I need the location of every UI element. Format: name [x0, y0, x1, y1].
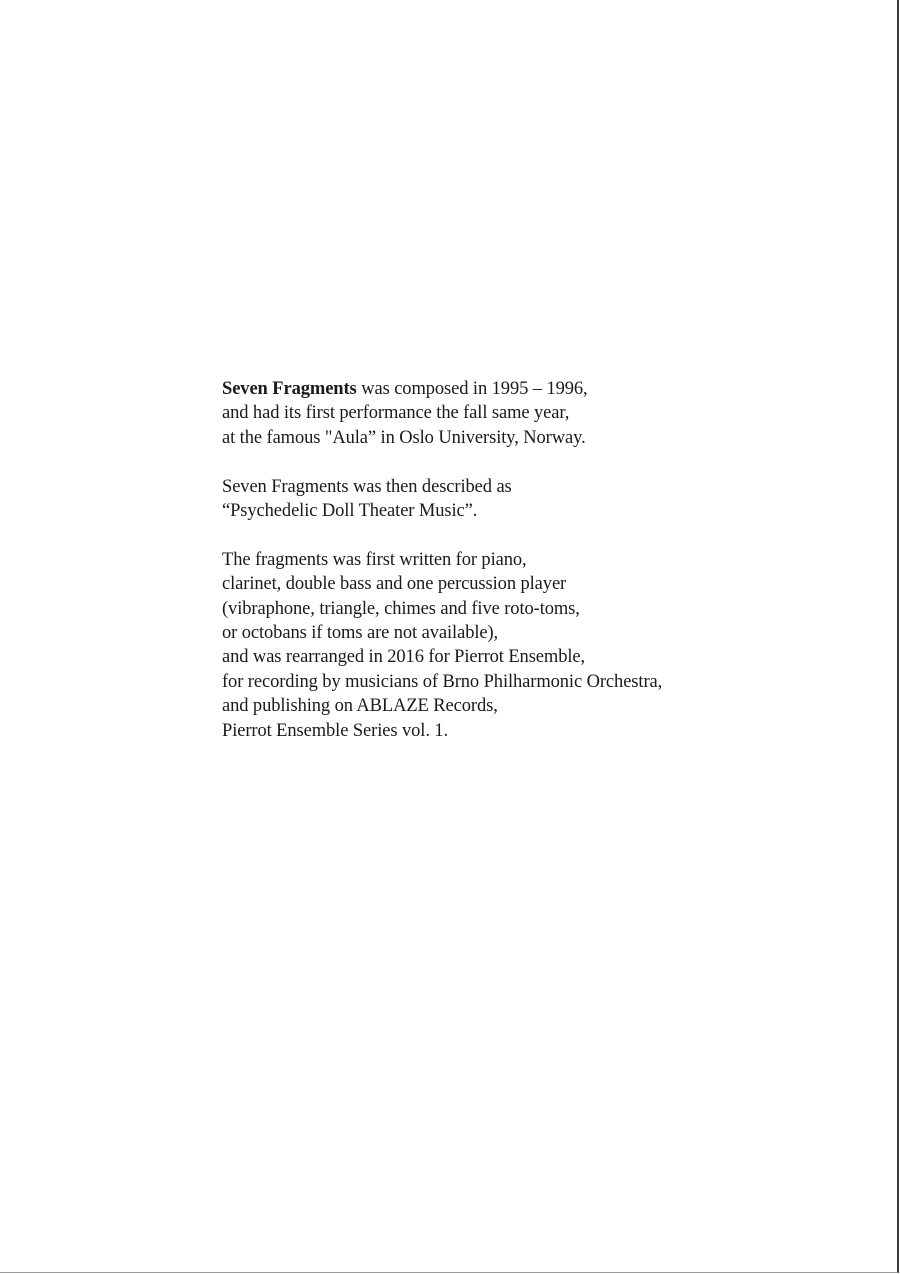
- paragraph-composition-history: [222, 377, 782, 450]
- paragraph-line: and publishing on ABLAZE Records,: [222, 696, 498, 717]
- paragraph-line: and was rearranged in 2016 for Pierrot Ensemble,: [222, 647, 586, 668]
- paragraph-line: at the famous "Aula” in Oslo University, Norway.: [222, 427, 586, 448]
- paragraph-line: The fragments was first written for piano,: [222, 549, 527, 570]
- paragraph-instrumentation: [222, 548, 782, 743]
- paragraph-description: [222, 475, 782, 524]
- paragraph-line: clarinet, double bass and one percussion player: [222, 574, 567, 595]
- paragraph-line: or octobans if toms are not available),: [222, 623, 499, 644]
- paragraph-line: for recording by musicians of Brno Philharmonic Orchestra,: [222, 671, 663, 692]
- paragraph-line: (vibraphone, triangle, chimes and five roto-toms,: [222, 598, 580, 619]
- line-text: was composed in 1995 – 1996,: [356, 379, 588, 399]
- paragraph-line: Pierrot Ensemble Series vol. 1.: [222, 720, 449, 741]
- paragraph-line: Seven Fragments was then described as: [222, 476, 512, 497]
- program-note: [222, 377, 782, 767]
- paragraph-line: “Psychedelic Doll Theater Music”.: [222, 501, 478, 522]
- work-title: Seven Fragments: [222, 379, 357, 399]
- paragraph-line: [222, 377, 782, 401]
- paragraph-line: and had its first performance the fall same year,: [222, 403, 570, 424]
